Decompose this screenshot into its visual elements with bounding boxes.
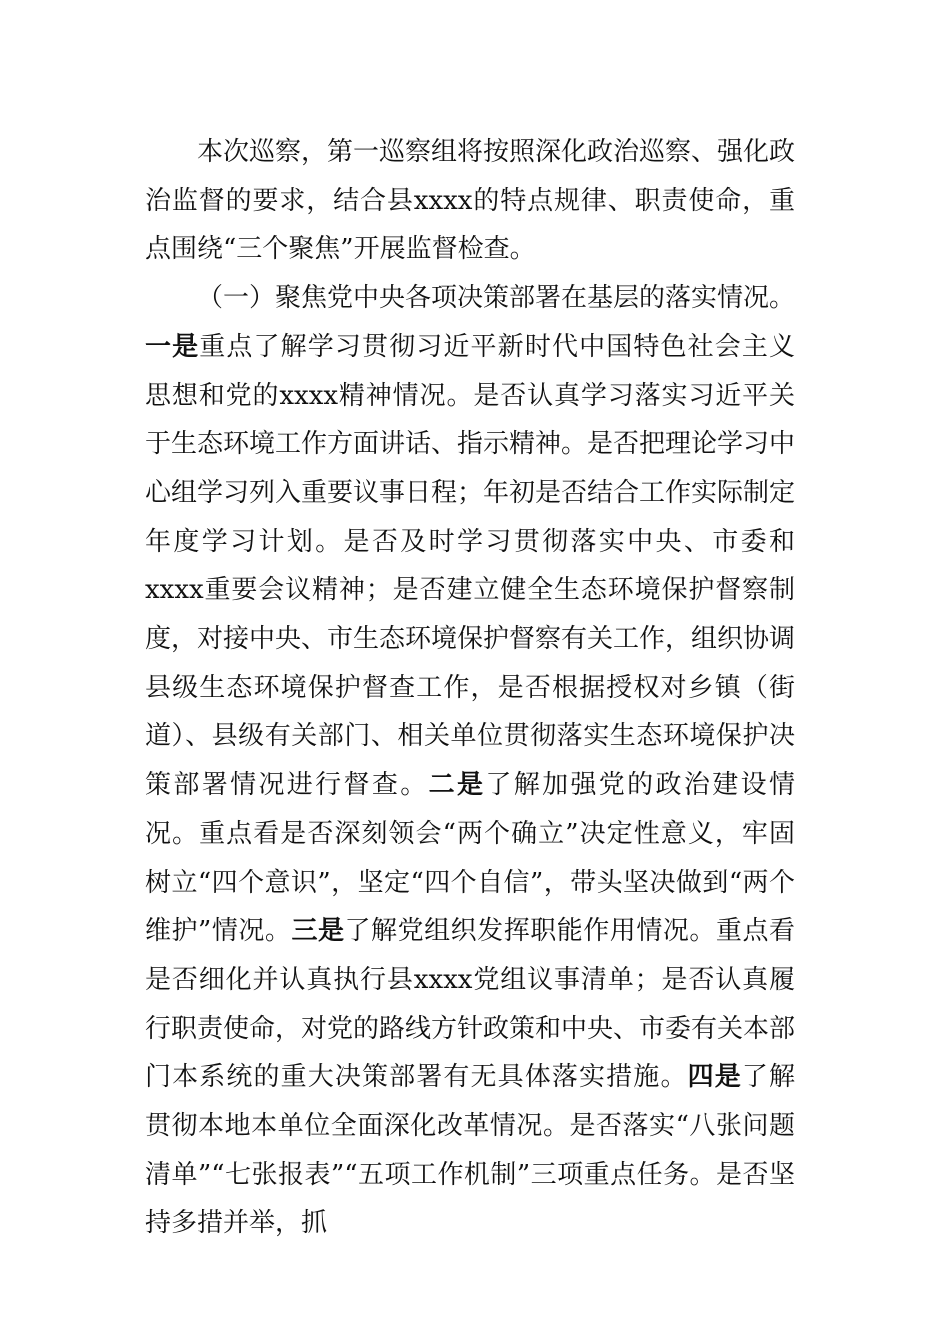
item-text-4: 了解贯彻本地本单位全面深化改革情况。是否落实“八张问题清单”“七张报表”“五项工作机制”三项重点任务。是否坚持多措并举，抓 (145, 1062, 795, 1239)
item-label-4: 四是 (687, 1062, 742, 1093)
document-body (145, 128, 795, 1248)
item-text-1: 重点了解学习贯彻习近平新时代中国特色社会主义思想和党的xxxx精神情况。是否认真学习落实习近平关于生态环境工作方面讲话、指示精神。是否把理论学习中心组学习列入重要议事日程；年初是否结合工作实际制定年度学习计划。是否及时学习贯彻落实中央、市委和xxxx重要会议精神；是否建立健全生态环境保护督察制度，对接中央、市生态环境保护督察有关工作，组织协调县级生态环境保护督查工作，是否根据授权对乡镇（街道）、县级有关部门、相关单位贯彻落实生态环境保护决策部署情况进行督查。 (145, 331, 796, 801)
section-paragraph (145, 274, 795, 1248)
item-label-3: 三是 (291, 916, 345, 947)
item-text-2: 了解加强党的政治建设情况。重点看是否深刻领会“两个确立”决定性意义，牢固树立“四个意识”，坚定“四个自信”，带头坚决做到“两个维护”情况。 (145, 770, 795, 947)
item-label-2: 二是 (428, 770, 486, 801)
section-heading: （一）聚焦党中央各项决策部署在基层的落实情况。 (197, 283, 796, 314)
intro-paragraph: 本次巡察，第一巡察组将按照深化政治巡察、强化政治监督的要求，结合县xxxx的特点规律、职责使命，重点围绕“三个聚焦”开展监督检查。 (145, 137, 796, 265)
item-text-3: 了解党组织发挥职能作用情况。重点看是否细化并认真执行县xxxx党组议事清单；是否认真履行职责使命，对党的路线方针政策和中央、市委有关本部门本系统的重大决策部署有无具体落实措施。 (145, 916, 796, 1093)
item-label-1: 一是 (145, 331, 200, 362)
